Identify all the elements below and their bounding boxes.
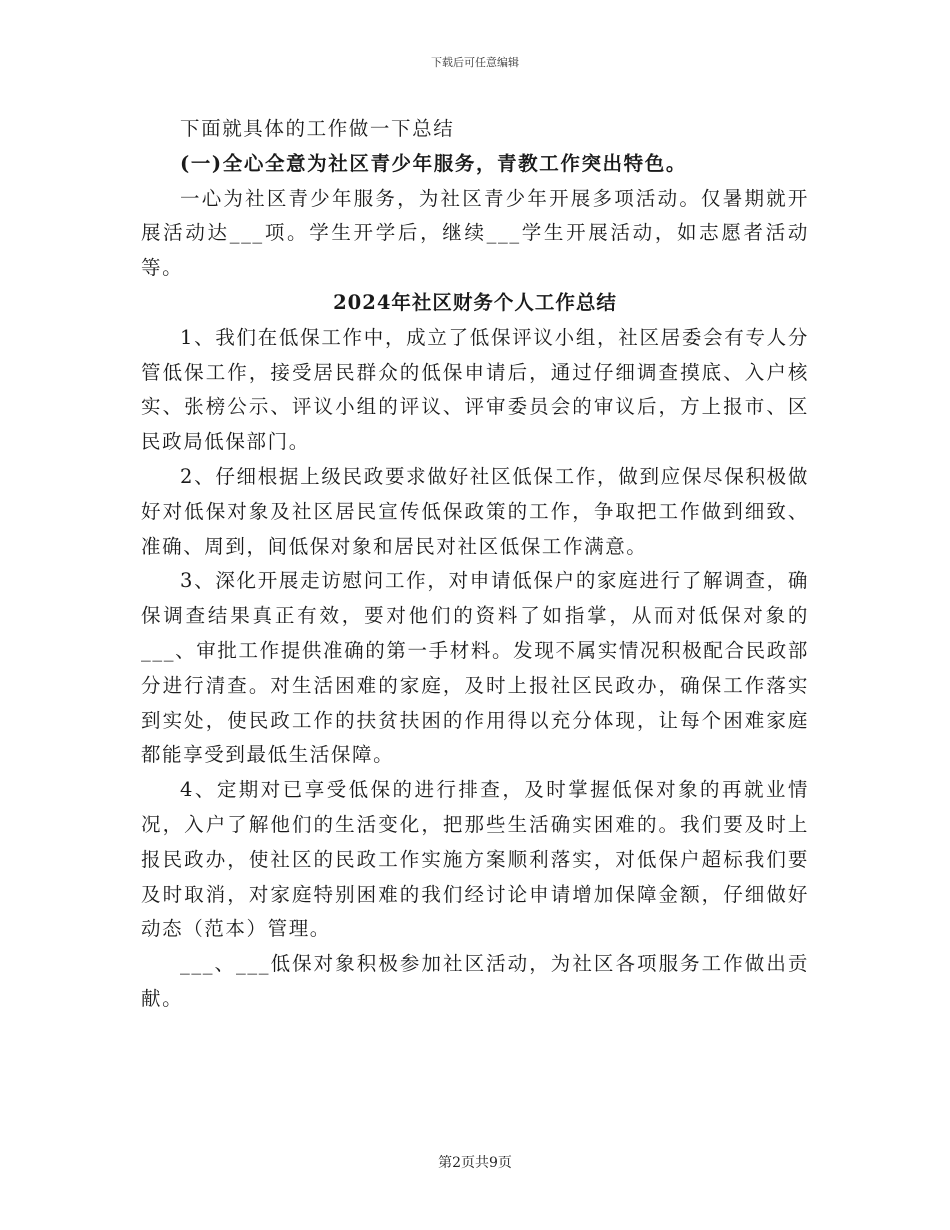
paragraph: 一心为社区青少年服务，为社区青少年开展多项活动。仅暑期就开展活动达___项。学生开学后，继续___学生开展活动，如志愿者活动等。 (141, 186, 809, 280)
document-body (141, 112, 809, 1017)
list-item-2: 2、仔细根据上级民政要求做好社区低保工作，做到应保尽保积极做好对低保对象及社区居民宣传低保政策的工作，争取把工作做到细致、准确、周到，间低保对象和居民对社区低保工作满意。 (141, 464, 809, 558)
document-title: 2024年社区财务个人工作总结 (333, 290, 617, 314)
list-item-1: 1、我们在低保工作中，成立了低保评议小组，社区居委会有专人分管低保工作，接受居民群众的低保申请后，通过仔细调查摸底、入户核实、张榜公示、评议小组的评议、评审委员会的审议后，方上报市、区民政局低保部门。 (141, 325, 809, 454)
list-item-4: 4、定期对已享受低保的进行排查，及时掌握低保对象的再就业情况，入户了解他们的生活变化，把那些生活确实困难的。我们要及时上报民政办，使社区的民政工作实施方案顺利落实，对低保户超标我们要及时取消，对家庭特别困难的我们经讨论申请增加保障金额，仔细做好动态（范本）管理。 (141, 778, 809, 941)
list-item-5: ___、___低保对象积极参加社区活动，为社区各项服务工作做出贡献。 (141, 952, 809, 1010)
page-header: 下载后可任意编辑 (431, 56, 519, 69)
intro-paragraph: 下面就具体的工作做一下总结 (180, 117, 455, 140)
section-heading: (一)全心全意为社区青少年服务，青教工作突出特色。 (180, 151, 687, 175)
page-number: 第2页共9页 (438, 1155, 512, 1171)
list-item-3: 3、深化开展走访慰问工作，对申请低保户的家庭进行了解调查，确保调查结果真正有效，要对他们的资料了如指掌，从而对低保对象的___、审批工作提供准确的第一手材料。发现不属实情况积极配合民政部分进行清查。对生活困难的家庭，及时上报社区民政办，确保工作落实到实处，使民政工作的扶贫扶困的作用得以充分体现，让每个困难家庭都能享受到最低生活保障。 (141, 569, 809, 767)
